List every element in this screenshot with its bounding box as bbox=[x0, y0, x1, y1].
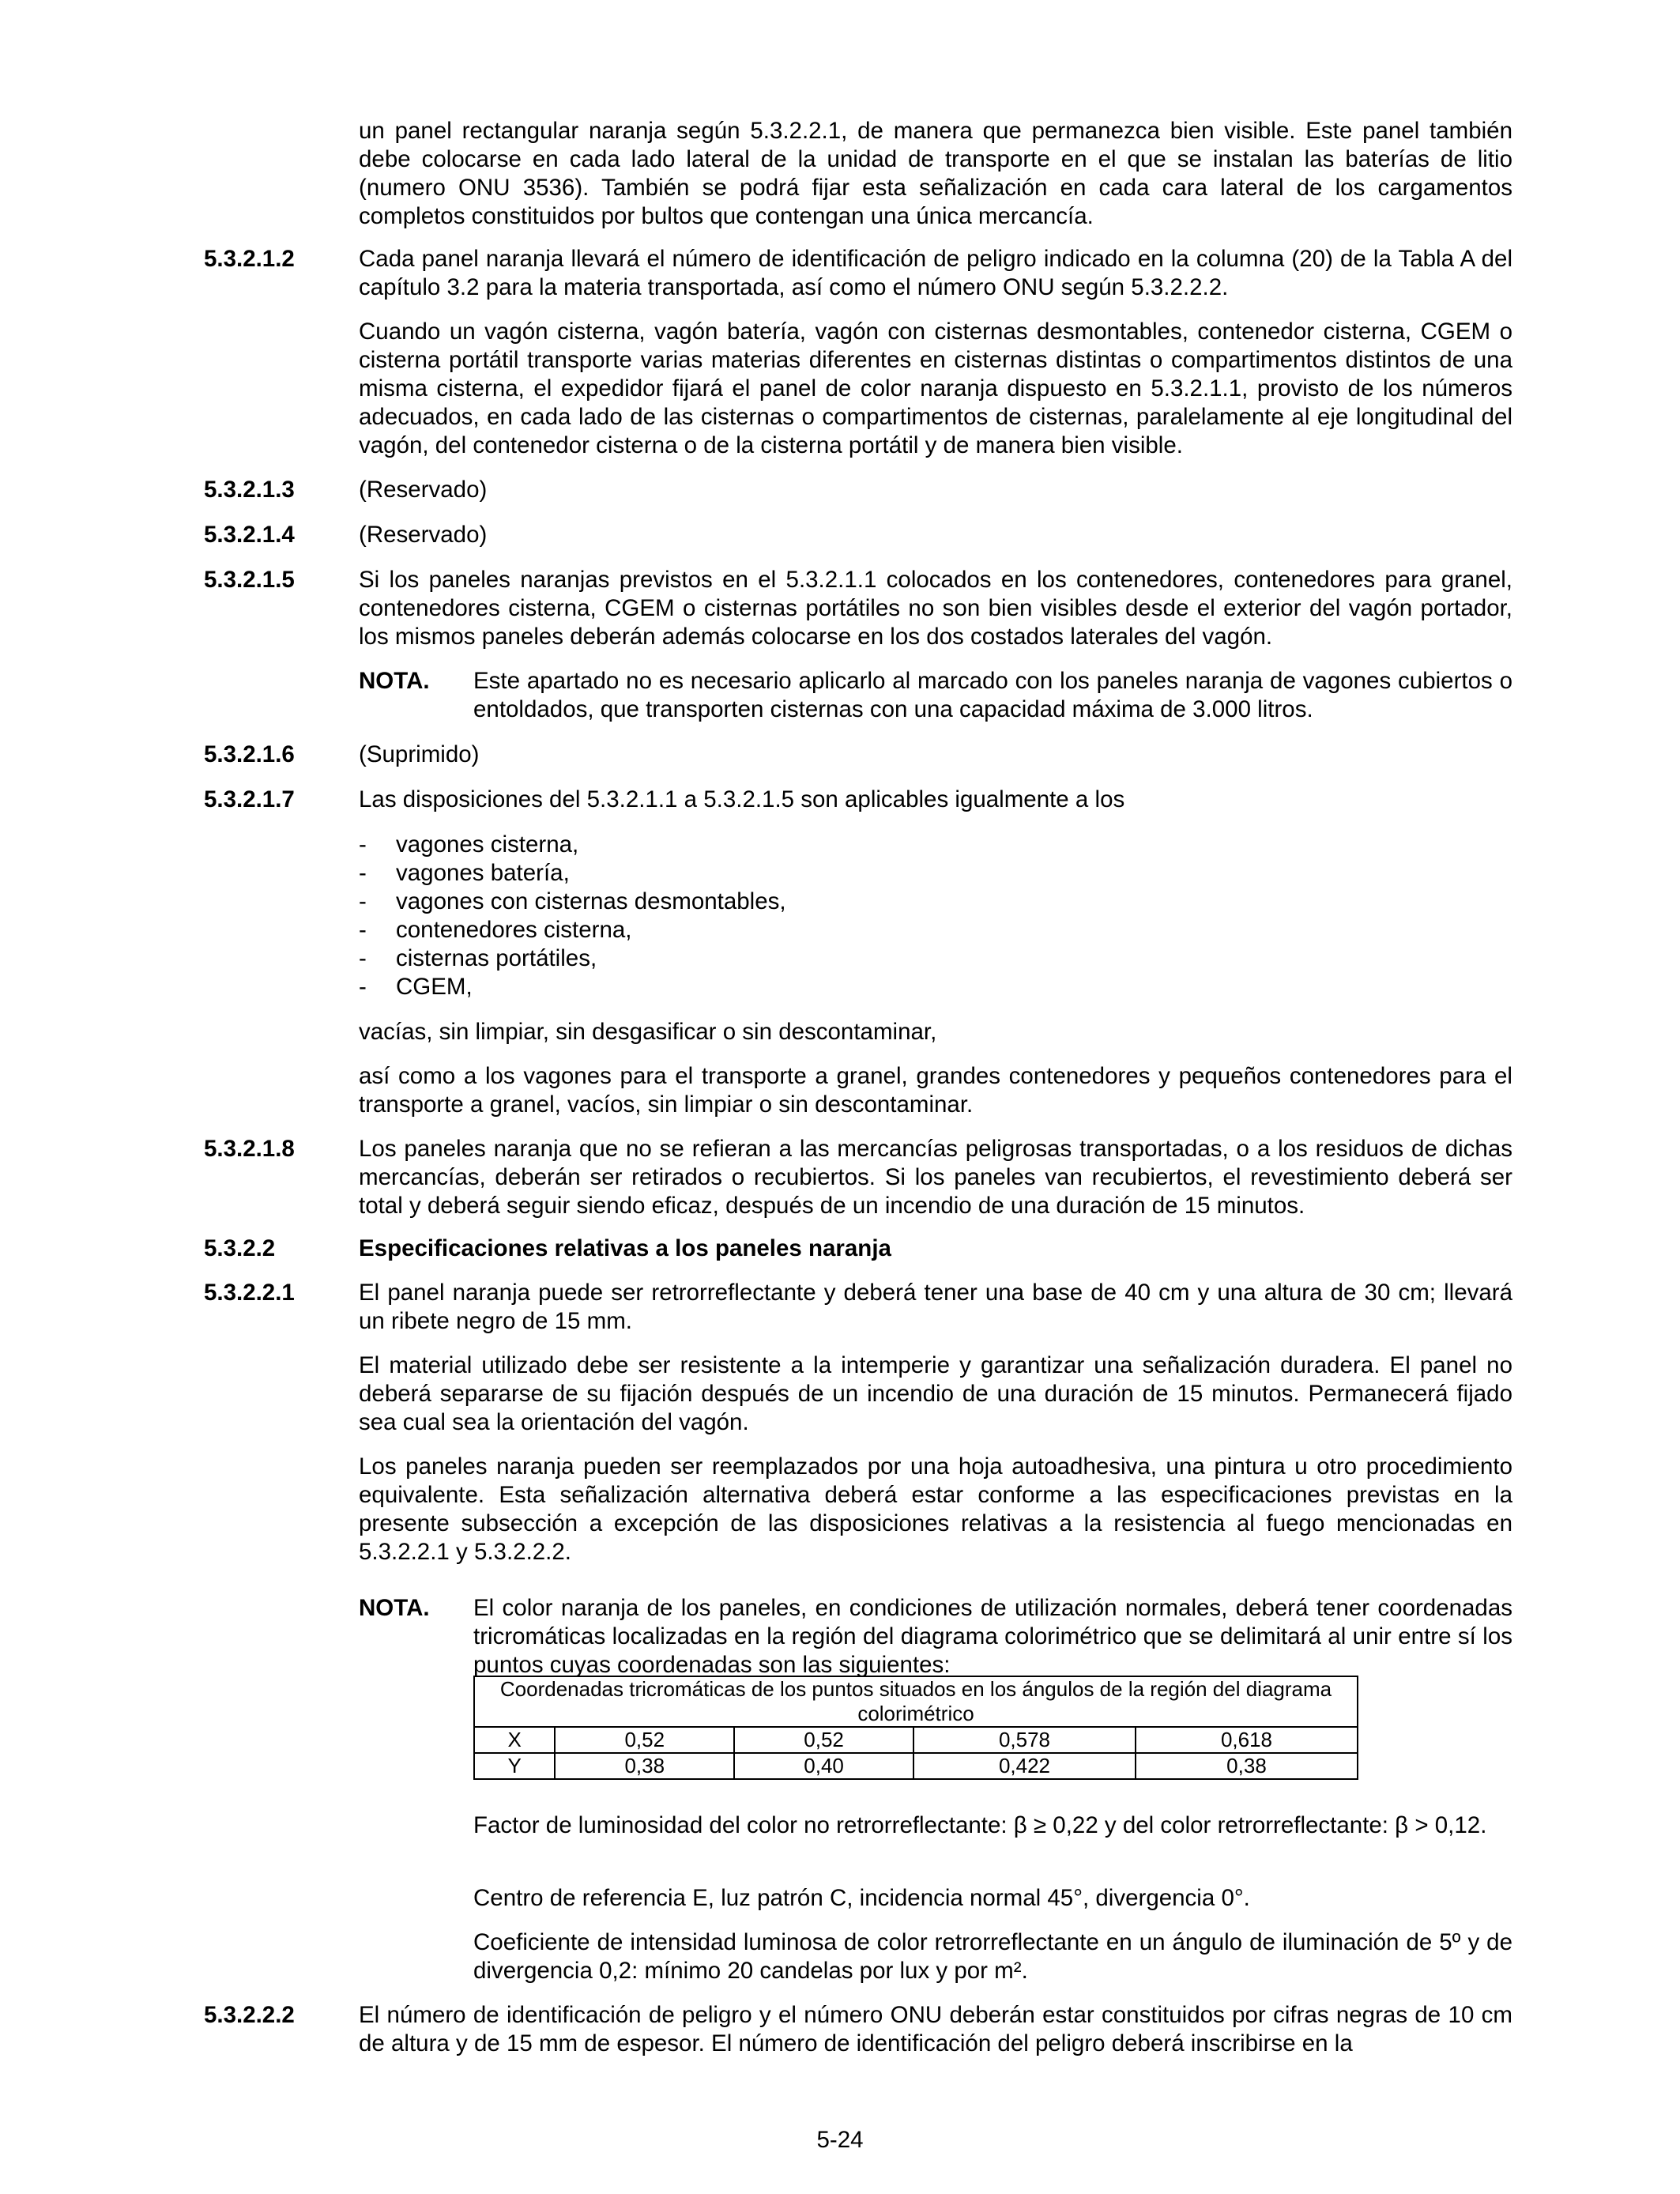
table-cell: 0,40 bbox=[734, 1753, 913, 1779]
table-cell: 0,52 bbox=[555, 1727, 734, 1753]
table-cell: 0,422 bbox=[913, 1753, 1136, 1779]
note-label: NOTA. bbox=[359, 668, 430, 694]
table-cell: 0,578 bbox=[913, 1727, 1136, 1753]
section-number: 5.3.2.2 bbox=[204, 1235, 276, 1261]
trichromatic-coordinates-table bbox=[473, 1676, 1358, 1780]
paragraph: Factor de luminosidad del color no retrorreflectante: β ≥ 0,22 y del color retrorreflectante: β > 0,12. bbox=[473, 1812, 1487, 1838]
paragraph: Los paneles naranja que no se refieran a las mercancías peligrosas transportadas, o a los residuos de dichas mercancías, deberán ser retirados o recubiertos. Si los paneles van recubiertos, el revestimiento deberá ser total y deberá seguir siendo eficaz, después de un incendio de una duración de 15 minutos. bbox=[359, 1136, 1512, 1219]
table-cell: 0,38 bbox=[1136, 1753, 1358, 1779]
section-number: 5.3.2.2.2 bbox=[204, 2002, 295, 2028]
list-item: - CGEM, bbox=[359, 974, 473, 1000]
section-number: 5.3.2.1.2 bbox=[204, 246, 295, 272]
paragraph: Cada panel naranja llevará el número de identificación de peligro indicado en la columna (20) de la Tabla A del capítulo 3.2 para la materia transportada, así como el número ONU según 5.3.2.2.2. bbox=[359, 246, 1512, 300]
section-number: 5.3.2.2.1 bbox=[204, 1280, 295, 1306]
section-number: 5.3.2.1.6 bbox=[204, 741, 295, 767]
paragraph: Los paneles naranja pueden ser reemplazados por una hoja autoadhesiva, una pintura u otro procedimiento equivalente. Esta señalización alternativa deberá estar conforme a las especificaciones previstas en la presente subsección a excepción de las disposiciones relativas a la resistencia al fuego mencionadas en 5.3.2.2.1 y 5.3.2.2.2. bbox=[359, 1453, 1512, 1565]
note-text: El color naranja de los paneles, en condiciones de utilización normales, deberá tener coordenadas tricromáticas localizadas en la región del diagrama colorimétrico que se delimitará al unir entre sí los puntos cuyas coordenadas son las siguientes: bbox=[473, 1595, 1512, 1678]
table-cell: 0,618 bbox=[1136, 1727, 1358, 1753]
section-heading: Especificaciones relativas a los paneles naranja bbox=[359, 1235, 891, 1261]
paragraph: así como a los vagones para el transporte a granel, grandes contenedores y pequeños contenedores para el transporte a granel, vacíos, sin limpiar o sin descontaminar. bbox=[359, 1063, 1512, 1118]
paragraph: Centro de referencia E, luz patrón C, incidencia normal 45°, divergencia 0°. bbox=[473, 1885, 1250, 1911]
list-item: - vagones cisterna, bbox=[359, 831, 579, 858]
dash-list bbox=[359, 831, 786, 1001]
list-item: - vagones batería, bbox=[359, 860, 570, 886]
table-row bbox=[474, 1727, 1358, 1753]
section-number: 5.3.2.1.4 bbox=[204, 522, 295, 548]
table-cell: X bbox=[474, 1727, 555, 1753]
table-row bbox=[474, 1753, 1358, 1779]
table-cell: Y bbox=[474, 1753, 555, 1779]
page-number: 5-24 bbox=[816, 2127, 864, 2153]
paragraph: (Suprimido) bbox=[359, 741, 480, 767]
list-item: - vagones con cisternas desmontables, bbox=[359, 888, 786, 914]
paragraph: Si los paneles naranjas previstos en el 5.3.2.1.1 colocados en los contenedores, contenedores para granel, contenedores cisterna, CGEM o cisternas portátiles no son bien visibles desde el exterior del vagón portador, los mismos paneles deberán además colocarse en los dos costados laterales del vagón. bbox=[359, 567, 1512, 650]
section-number: 5.3.2.1.3 bbox=[204, 477, 295, 503]
paragraph: vacías, sin limpiar, sin desgasificar o sin descontaminar, bbox=[359, 1019, 937, 1045]
paragraph: El número de identificación de peligro y el número ONU deberán estar constituidos por cifras negras de 10 cm de altura y de 15 mm de espesor. El número de identificación del peligro deberá inscribirse en la bbox=[359, 2002, 1512, 2056]
section-number: 5.3.2.1.8 bbox=[204, 1136, 295, 1162]
table-cell: 0,38 bbox=[555, 1753, 734, 1779]
table-header: Coordenadas tricromáticas de los puntos situados en los ángulos de la región del diagrama colorimétrico bbox=[474, 1676, 1358, 1727]
list-item: - contenedores cisterna, bbox=[359, 917, 632, 943]
paragraph: El panel naranja puede ser retrorreflectante y deberá tener una base de 40 cm y una altura de 30 cm; llevará un ribete negro de 15 mm. bbox=[359, 1280, 1512, 1334]
paragraph: El material utilizado debe ser resistente a la intemperie y garantizar una señalización duradera. El panel no deberá separarse de su fijación después de un incendio de una duración de 15 minutos. Permanecerá fijado sea cual sea la orientación del vagón. bbox=[359, 1352, 1512, 1435]
table-header-row bbox=[474, 1676, 1358, 1727]
paragraph: Cuando un vagón cisterna, vagón batería, vagón con cisternas desmontables, contenedor cisterna, CGEM o cisterna portátil transporte varias materias diferentes en cisternas distintas o compartimentos distintos de una misma cisterna, el expedidor fijará el panel de color naranja dispuesto en 5.3.2.1.1, provisto de los números adecuados, en cada lado de las cisternas o compartimentos de cisternas, paralelamente al eje longitudinal del vagón, del contenedor cisterna o de la cisterna portátil y de manera bien visible. bbox=[359, 319, 1512, 458]
intro-paragraph: un panel rectangular naranja según 5.3.2.2.1, de manera que permanezca bien visible. Este panel también debe colocarse en cada lado lateral de la unidad de transporte en el que se instalan las baterías de litio (numero ONU 3536). También se podrá fijar esta señalización en cada cara lateral de los cargamentos completos constituidos por bultos que contengan una única mercancía. bbox=[359, 118, 1512, 229]
note-text: Este apartado no es necesario aplicarlo al marcado con los paneles naranja de vagones cubiertos o entoldados, que transporten cisternas con una capacidad máxima de 3.000 litros. bbox=[473, 668, 1512, 722]
table-cell: 0,52 bbox=[734, 1727, 913, 1753]
paragraph: Las disposiciones del 5.3.2.1.1 a 5.3.2.1.5 son aplicables igualmente a los bbox=[359, 786, 1125, 812]
section-number: 5.3.2.1.7 bbox=[204, 786, 295, 812]
paragraph: Coeficiente de intensidad luminosa de color retrorreflectante en un ángulo de iluminación de 5º y de divergencia 0,2: mínimo 20 candelas por lux y por m². bbox=[473, 1929, 1512, 1984]
note-label: NOTA. bbox=[359, 1595, 430, 1621]
list-item: - cisternas portátiles, bbox=[359, 945, 597, 971]
section-number: 5.3.2.1.5 bbox=[204, 567, 295, 593]
paragraph: (Reservado) bbox=[359, 477, 488, 503]
paragraph: (Reservado) bbox=[359, 522, 488, 548]
